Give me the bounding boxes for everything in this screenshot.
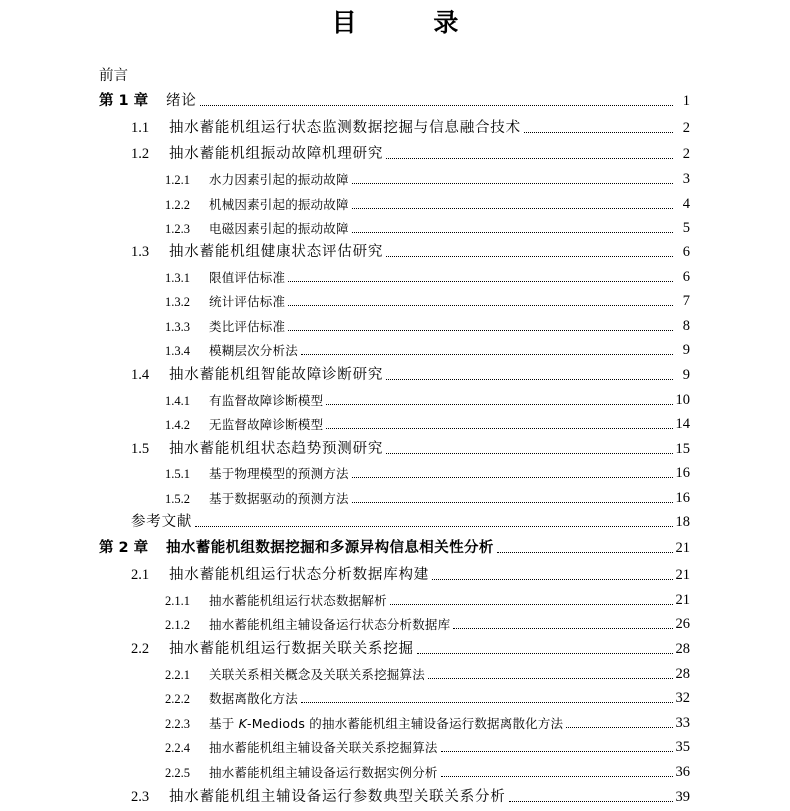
toc-entry[interactable] <box>131 638 690 658</box>
toc-entry-title: 基于数据驱动的预测方法 <box>209 491 349 506</box>
toc-entry-title: 抽水蓄能机组振动故障机理研究 <box>169 146 384 162</box>
toc-entry-number: 2.2.2 <box>165 692 190 706</box>
toc-entry[interactable] <box>131 511 690 531</box>
dot-leader <box>524 131 673 133</box>
toc-entry[interactable] <box>131 786 690 806</box>
toc-entry-number: 1.3.3 <box>165 320 190 334</box>
toc-entry[interactable] <box>165 290 690 310</box>
toc-entry[interactable] <box>165 761 690 781</box>
toc-entry-number: 2.1.1 <box>165 594 190 608</box>
toc-entry-number: 1.4 <box>131 367 150 383</box>
dot-leader <box>509 800 673 802</box>
dot-leader <box>390 603 673 605</box>
toc-entry-page: 2 <box>682 146 690 162</box>
toc-entry-number: 1.1 <box>131 120 150 136</box>
toc-entry-title: 抽水蓄能机组状态趋势预测研究 <box>169 441 384 457</box>
dot-leader <box>352 501 673 503</box>
toc-entry-number: 2.2 <box>131 641 150 657</box>
toc-entry-number: 1.3.1 <box>165 271 190 285</box>
page-title: 目 录 <box>331 8 493 37</box>
toc-entry[interactable] <box>165 266 690 286</box>
dot-leader <box>417 652 673 654</box>
toc-entry-title: 数据离散化方法 <box>209 691 298 706</box>
toc-entry-page: 16 <box>675 465 690 481</box>
toc-entry[interactable] <box>99 90 690 110</box>
toc-entry-page: 21 <box>675 567 690 583</box>
toc-entry-title: 抽水蓄能机组智能故障诊断研究 <box>169 367 384 383</box>
toc-entry-page: 4 <box>682 196 690 212</box>
toc-entry[interactable] <box>165 613 690 633</box>
toc-entry[interactable] <box>131 438 690 458</box>
toc-entry-number: 1.3.4 <box>165 344 190 358</box>
toc-entry-number: 2.1 <box>131 567 150 583</box>
toc-entry-number: 1.2.1 <box>165 173 190 187</box>
toc-entry-title: 抽水蓄能机组运行状态数据解析 <box>209 593 387 608</box>
dot-leader <box>432 578 672 580</box>
toc-entry-number: 1.2.3 <box>165 222 190 236</box>
toc-entry-number: 1.2 <box>131 146 150 162</box>
toc-entry-page: 35 <box>675 739 690 755</box>
toc-entry-title: 抽水蓄能机组主辅设备关联关系挖掘算法 <box>209 740 438 755</box>
toc-entry-page: 21 <box>675 540 690 556</box>
dot-leader <box>352 231 673 233</box>
dot-leader <box>352 207 673 209</box>
toc-entry-page: 5 <box>682 220 690 236</box>
dot-leader <box>386 157 673 159</box>
toc-entry-title: 水力因素引起的振动故障 <box>209 172 349 187</box>
toc-entry[interactable] <box>131 117 690 137</box>
toc-entry[interactable] <box>131 143 690 163</box>
toc-entry[interactable] <box>165 663 690 683</box>
toc-entry-number: 1.3.2 <box>165 295 190 309</box>
toc-entry-title: 抽水蓄能机组主辅设备运行状态分析数据库 <box>209 617 451 632</box>
toc-entry-number: 2.1.2 <box>165 618 190 632</box>
dot-leader <box>441 775 673 777</box>
toc-entry-page: 9 <box>682 367 690 383</box>
toc-entry-title: 无监督故障诊断模型 <box>209 417 324 432</box>
toc-entry-title: 绪论 <box>166 93 197 109</box>
dot-leader <box>288 329 673 331</box>
toc-entry-page: 32 <box>675 690 690 706</box>
toc-entry[interactable] <box>165 168 690 188</box>
toc-entry[interactable] <box>165 687 690 707</box>
dot-leader <box>352 476 673 478</box>
dot-leader <box>301 701 673 703</box>
dot-leader <box>453 627 672 629</box>
toc-entry[interactable] <box>165 462 690 482</box>
toc-entry-number: 第 2 章 <box>99 540 149 556</box>
toc-entry-title: 统计评估标准 <box>209 294 286 309</box>
toc-entry-page: 14 <box>675 416 690 432</box>
toc-entry-number: 2.2.1 <box>165 668 190 682</box>
toc-entry-title: 抽水蓄能机组健康状态评估研究 <box>169 244 384 260</box>
toc-entry[interactable] <box>165 736 690 756</box>
toc-entry-title: 有监督故障诊断模型 <box>209 393 324 408</box>
toc-entry-title: 电磁因素引起的振动故障 <box>209 221 349 236</box>
toc-entry-page: 21 <box>675 592 690 608</box>
dot-leader <box>386 255 673 257</box>
toc-entry-title: 抽水蓄能机组主辅设备运行参数典型关联关系分析 <box>169 789 506 805</box>
dot-leader <box>566 726 672 728</box>
toc-entry-number: 2.2.5 <box>165 766 190 780</box>
toc-entry-title: 基于物理模型的预测方法 <box>209 466 349 481</box>
toc-entry[interactable] <box>165 339 690 359</box>
toc-entry-number: 2.3 <box>131 789 150 805</box>
dot-leader <box>288 280 673 282</box>
toc-entry-page: 26 <box>675 616 690 632</box>
toc-entry-title: 抽水蓄能机组运行状态分析数据库构建 <box>169 567 430 583</box>
dot-leader <box>386 452 672 454</box>
toc-entry-title: 参考文献 <box>131 514 193 530</box>
toc-entry-page: 2 <box>682 120 690 136</box>
toc-entry-page: 6 <box>682 244 690 260</box>
dot-leader <box>195 525 672 527</box>
toc-entry-number: 1.4.1 <box>165 394 190 408</box>
toc-entry[interactable] <box>165 217 690 237</box>
toc-entry-page: 16 <box>675 490 690 506</box>
toc-entry-page: 36 <box>675 764 690 780</box>
toc-entry-number: 1.5.1 <box>165 467 190 481</box>
toc-entry-page: 9 <box>682 342 690 358</box>
toc-entry-title: 基于 K-Mediods 的抽水蓄能机组主辅设备运行数据离散化方法 <box>209 716 564 731</box>
preface-heading: 前言 <box>99 68 128 84</box>
toc-entry-title: 抽水蓄能机组运行数据关联关系挖掘 <box>169 641 414 657</box>
toc-entry-title: 类比评估标准 <box>209 319 286 334</box>
dot-leader <box>301 353 673 355</box>
toc-entry[interactable] <box>165 193 690 213</box>
toc-entry[interactable] <box>131 564 690 584</box>
toc-entry[interactable] <box>165 389 690 409</box>
dot-leader <box>352 182 673 184</box>
toc-entry-title: 关联关系相关概念及关联关系挖掘算法 <box>209 667 425 682</box>
dot-leader <box>326 403 672 405</box>
dot-leader <box>428 677 673 679</box>
toc-entry[interactable] <box>99 537 690 557</box>
toc-entry-page: 3 <box>682 171 690 187</box>
toc-entry-number: 1.5.2 <box>165 492 190 506</box>
dot-leader <box>326 427 672 429</box>
dot-leader <box>288 304 673 306</box>
toc-entry-page: 8 <box>682 318 690 334</box>
toc-entry-page: 28 <box>675 641 690 657</box>
toc-entry-title: 模糊层次分析法 <box>209 343 298 358</box>
toc-entry[interactable] <box>165 712 690 732</box>
toc-entry-title: 抽水蓄能机组数据挖掘和多源异构信息相关性分析 <box>166 540 494 556</box>
toc-entry-title: 机械因素引起的振动故障 <box>209 197 349 212</box>
dot-leader <box>497 551 673 553</box>
toc-entry-page: 39 <box>675 789 690 805</box>
dot-leader <box>386 378 673 380</box>
dot-leader <box>200 104 673 106</box>
toc-entry[interactable] <box>165 487 690 507</box>
toc-entry[interactable] <box>165 413 690 433</box>
toc-entry-number: 第 1 章 <box>99 93 149 109</box>
toc-entry-page: 10 <box>675 392 690 408</box>
toc-entry-page: 33 <box>675 715 690 731</box>
toc-entry-number: 1.4.2 <box>165 418 190 432</box>
toc-entry-number: 2.2.4 <box>165 741 190 755</box>
toc-entry-title: 抽水蓄能机组运行状态监测数据挖掘与信息融合技术 <box>169 120 521 136</box>
toc-entry-title: 限值评估标准 <box>209 270 286 285</box>
toc-entry-title: 抽水蓄能机组主辅设备运行数据实例分析 <box>209 765 438 780</box>
toc-entry-number: 1.3 <box>131 244 150 260</box>
toc-entry-page: 7 <box>682 293 690 309</box>
toc-entry[interactable] <box>165 589 690 609</box>
toc-entry-number: 2.2.3 <box>165 717 190 731</box>
dot-leader <box>441 750 673 752</box>
toc-entry-page: 15 <box>675 441 690 457</box>
toc-entry-page: 1 <box>682 93 690 109</box>
toc-entry-page: 28 <box>675 666 690 682</box>
toc-entry-page: 18 <box>675 514 690 530</box>
toc-entry-number: 1.2.2 <box>165 198 190 212</box>
toc-entry-page: 6 <box>682 269 690 285</box>
toc-entry[interactable] <box>131 364 690 384</box>
toc-entry[interactable] <box>165 315 690 335</box>
toc-entry[interactable] <box>131 241 690 261</box>
toc-entry-number: 1.5 <box>131 441 150 457</box>
